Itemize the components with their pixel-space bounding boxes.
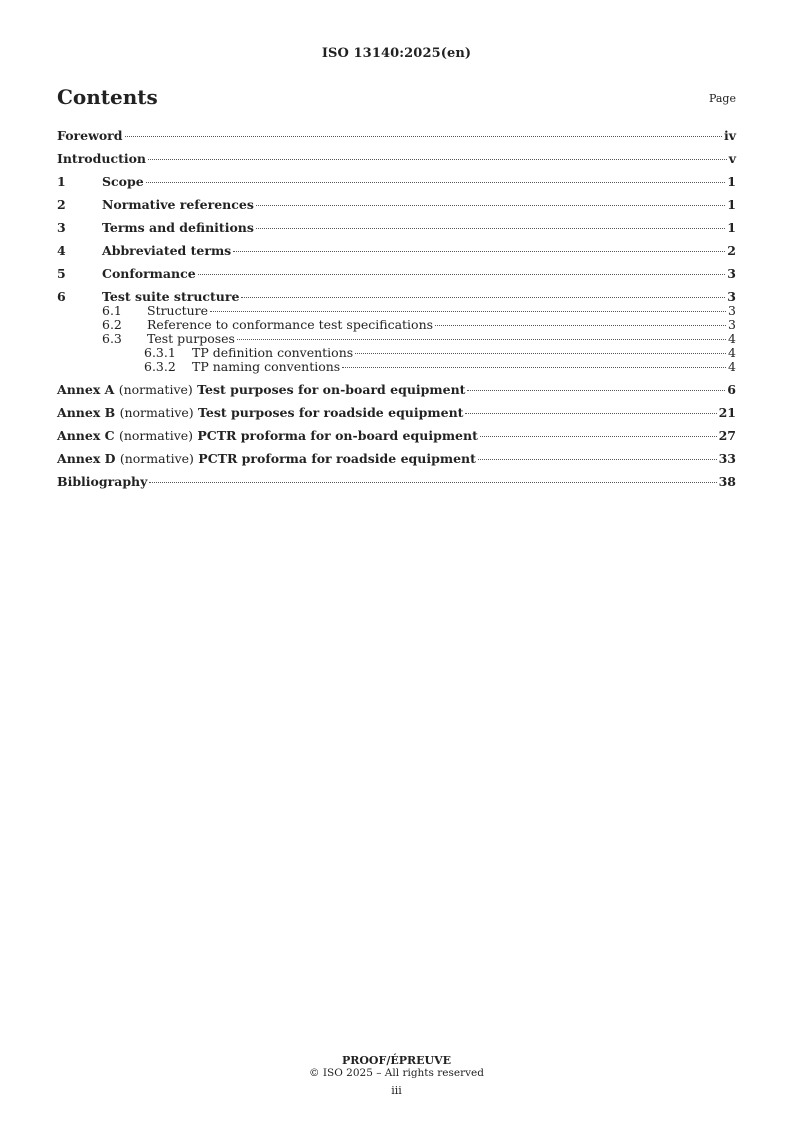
leader-dots bbox=[125, 136, 722, 137]
toc-entry-number: 1 bbox=[57, 174, 66, 189]
toc-entry-number: 6.1 bbox=[102, 303, 122, 318]
toc-entry-number: 6.3 bbox=[102, 331, 122, 346]
leader-dots bbox=[241, 297, 725, 298]
toc-entry-page: 3 bbox=[728, 317, 736, 332]
toc-entry-title: PCTR proforma for roadside equipment bbox=[198, 451, 476, 466]
toc-entry-page: v bbox=[728, 151, 736, 166]
toc-entry-title: Foreword bbox=[57, 128, 123, 143]
toc-entry-title: TP naming conventions bbox=[192, 359, 341, 374]
leader-dots bbox=[256, 228, 725, 229]
toc-entry-test-suite-structure[interactable] bbox=[57, 289, 736, 304]
toc-entry-conformance[interactable] bbox=[57, 266, 736, 281]
toc-entry-introduction[interactable] bbox=[57, 151, 736, 166]
annex-prefix: Annex D bbox=[57, 451, 116, 466]
toc-entry-terms-and-definitions[interactable] bbox=[57, 220, 736, 235]
toc-entry-page: 4 bbox=[728, 331, 736, 346]
annex-prefix: Annex A bbox=[57, 382, 115, 397]
leader-dots bbox=[342, 367, 726, 368]
toc-entry-title: Scope bbox=[102, 174, 144, 189]
toc-subentry-tp-naming-conventions[interactable] bbox=[57, 360, 736, 374]
toc-subentry-structure[interactable] bbox=[57, 304, 736, 318]
toc-entry-page: 4 bbox=[728, 345, 736, 360]
toc-entry-page: 3 bbox=[728, 303, 736, 318]
toc-subentry-reference-to-conformance-test-specifications[interactable] bbox=[57, 318, 736, 332]
toc-entry-annex-b[interactable] bbox=[57, 405, 736, 420]
toc-entry-page: 4 bbox=[728, 359, 736, 374]
annex-prefix: Annex C bbox=[57, 428, 115, 443]
toc-entry-page: 1 bbox=[727, 197, 736, 212]
page-footer bbox=[0, 1055, 793, 1097]
leader-dots bbox=[148, 159, 727, 160]
annex-kind: (normative) bbox=[119, 451, 194, 466]
toc-entry-normative-references[interactable] bbox=[57, 197, 736, 212]
toc-entry-page: 27 bbox=[718, 428, 736, 443]
page-number: iii bbox=[391, 1084, 402, 1097]
toc-entry-title: Introduction bbox=[57, 151, 147, 166]
toc-entry-page: iv bbox=[723, 128, 736, 143]
leader-dots bbox=[233, 251, 725, 252]
annex-kind: (normative) bbox=[119, 405, 194, 420]
leader-dots bbox=[210, 311, 726, 312]
toc-entry-scope[interactable] bbox=[57, 174, 736, 189]
toc-entry-title: TP definition conventions bbox=[192, 345, 354, 360]
toc-entry-title: Reference to conformance test specifications bbox=[147, 317, 434, 332]
leader-dots bbox=[237, 339, 726, 340]
toc-entry-annex-d[interactable] bbox=[57, 451, 736, 466]
toc-entry-title: Conformance bbox=[102, 266, 196, 281]
toc-entry-bibliography[interactable] bbox=[57, 474, 736, 489]
toc-entry-page: 38 bbox=[718, 474, 736, 489]
leader-dots bbox=[256, 205, 725, 206]
toc-entry-number: 6 bbox=[57, 289, 66, 304]
toc-entry-page: 33 bbox=[718, 451, 736, 466]
toc-entry-number: 2 bbox=[57, 197, 66, 212]
toc-entry-number: 4 bbox=[57, 243, 66, 258]
toc-entry-annex-a[interactable] bbox=[57, 382, 736, 397]
toc-entry-abbreviated-terms[interactable] bbox=[57, 243, 736, 258]
toc-entry-title: Structure bbox=[147, 303, 209, 318]
toc-entry-page: 21 bbox=[718, 405, 736, 420]
toc-entry-title: PCTR proforma for on-board equipment bbox=[197, 428, 478, 443]
toc-entry-title: Test purposes for on-board equipment bbox=[197, 382, 466, 397]
toc-entry-page: 1 bbox=[727, 174, 736, 189]
leader-dots bbox=[467, 390, 725, 391]
toc-entry-title: Test purposes for roadside equipment bbox=[198, 405, 464, 420]
toc-entry-title: Terms and definitions bbox=[102, 220, 254, 235]
toc-subentry-tp-definition-conventions[interactable] bbox=[57, 346, 736, 360]
toc-entry-title: Test purposes bbox=[147, 331, 235, 346]
toc-entry-foreword[interactable] bbox=[57, 128, 736, 143]
toc-entry-page: 3 bbox=[727, 266, 736, 281]
toc-entry-title: Bibliography bbox=[57, 474, 148, 489]
toc-entry-page: 3 bbox=[727, 289, 736, 304]
toc-entry-title: Test suite structure bbox=[102, 289, 240, 304]
toc-entry-number: 6.3.2 bbox=[144, 359, 176, 374]
toc-entry-annex-c[interactable] bbox=[57, 428, 736, 443]
table-of-contents bbox=[57, 128, 736, 497]
page-column-label: Page bbox=[708, 92, 736, 105]
toc-entry-page: 1 bbox=[727, 220, 736, 235]
document-id: ISO 13140:2025(en) bbox=[321, 46, 472, 61]
toc-entry-title: Abbreviated terms bbox=[102, 243, 232, 258]
toc-entry-number: 6.3.1 bbox=[144, 345, 176, 360]
annex-prefix: Annex B bbox=[57, 405, 116, 420]
leader-dots bbox=[355, 353, 726, 354]
annex-kind: (normative) bbox=[118, 428, 194, 443]
leader-dots bbox=[146, 182, 726, 183]
leader-dots bbox=[480, 436, 717, 437]
toc-entry-title: Normative references bbox=[102, 197, 254, 212]
toc-entry-page: 6 bbox=[727, 382, 736, 397]
toc-subentry-test-purposes[interactable] bbox=[57, 332, 736, 346]
copyright-notice: © ISO 2025 – All rights reserved bbox=[309, 1067, 484, 1079]
leader-dots bbox=[478, 459, 717, 460]
proof-label: PROOF/ÉPREUVE bbox=[341, 1054, 452, 1067]
toc-entry-page: 2 bbox=[727, 243, 736, 258]
toc-entry-number: 3 bbox=[57, 220, 66, 235]
contents-title: Contents bbox=[57, 85, 158, 109]
leader-dots bbox=[198, 274, 726, 275]
toc-entry-number: 6.2 bbox=[102, 317, 122, 332]
leader-dots bbox=[435, 325, 726, 326]
annex-kind: (normative) bbox=[118, 382, 193, 397]
leader-dots bbox=[149, 482, 716, 483]
leader-dots bbox=[465, 413, 716, 414]
toc-entry-number: 5 bbox=[57, 266, 66, 281]
